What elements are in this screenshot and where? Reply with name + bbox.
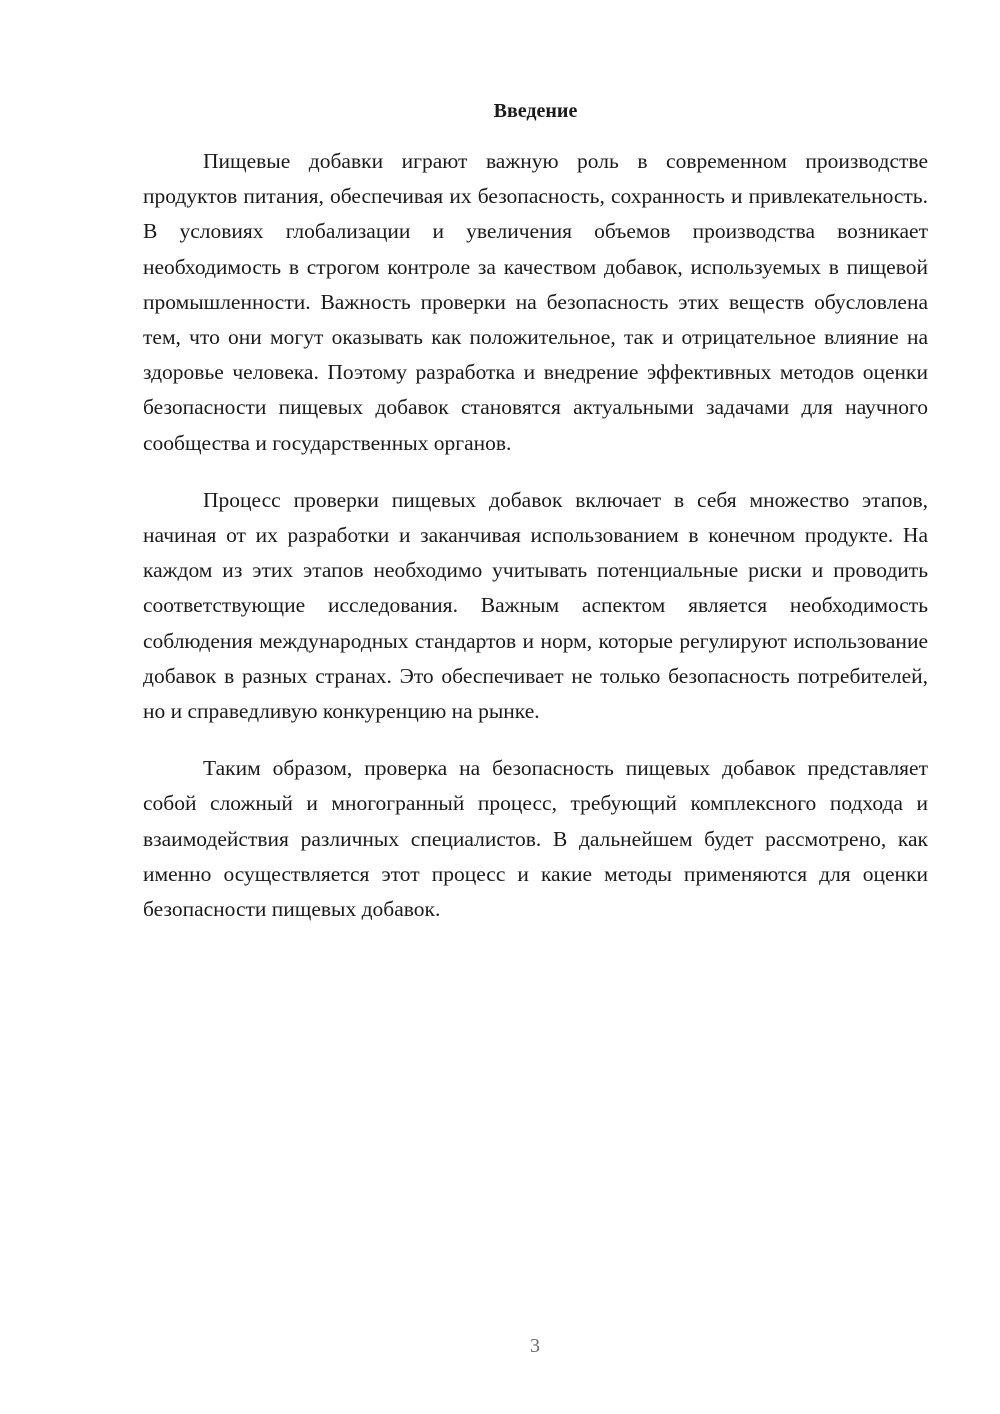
page-content (143, 96, 928, 927)
paragraph-3: Таким образом, проверка на безопасность пищевых добавок представляет собой сложный и многогранный процесс, требующий комплексного подхода и взаимодействия различных специалистов. В дальнейшем будет рассмотрено, как именно осуществляется этот процесс и какие методы применяются для оценки безопасности пищевых добавок. (143, 756, 928, 922)
section-title: Введение (493, 100, 578, 122)
paragraph-1: Пищевые добавки играют важную роль в современном производстве продуктов питания, обеспечивая их безопасность, сохранность и привлекательность. В условиях глобализации и увеличения объемов производства возникает необходимость в строгом контроле за качеством добавок, используемых в пищевой промышленности. Важность проверки на безопасность этих веществ обусловлена тем, что они могут оказывать как положительное, так и отрицательное влияние на здоровье человека. Поэтому разработка и внедрение эффективных методов оценки безопасности пищевых добавок становятся актуальными задачами для научного сообщества и государственных органов. (143, 149, 928, 455)
page-number: 3 (530, 1335, 540, 1357)
paragraph-2: Процесс проверки пищевых добавок включает в себя множество этапов, начиная от их разработки и заканчивая использованием в конечном продукте. На каждом из этих этапов необходимо учитывать потенциальные риски и проводить соответствующие исследования. Важным аспектом является необходимость соблюдения международных стандартов и норм, которые регулируют использование добавок в разных странах. Это обеспечивает не только безопасность потребителей, но и справедливую конкуренцию на рынке. (143, 487, 928, 724)
